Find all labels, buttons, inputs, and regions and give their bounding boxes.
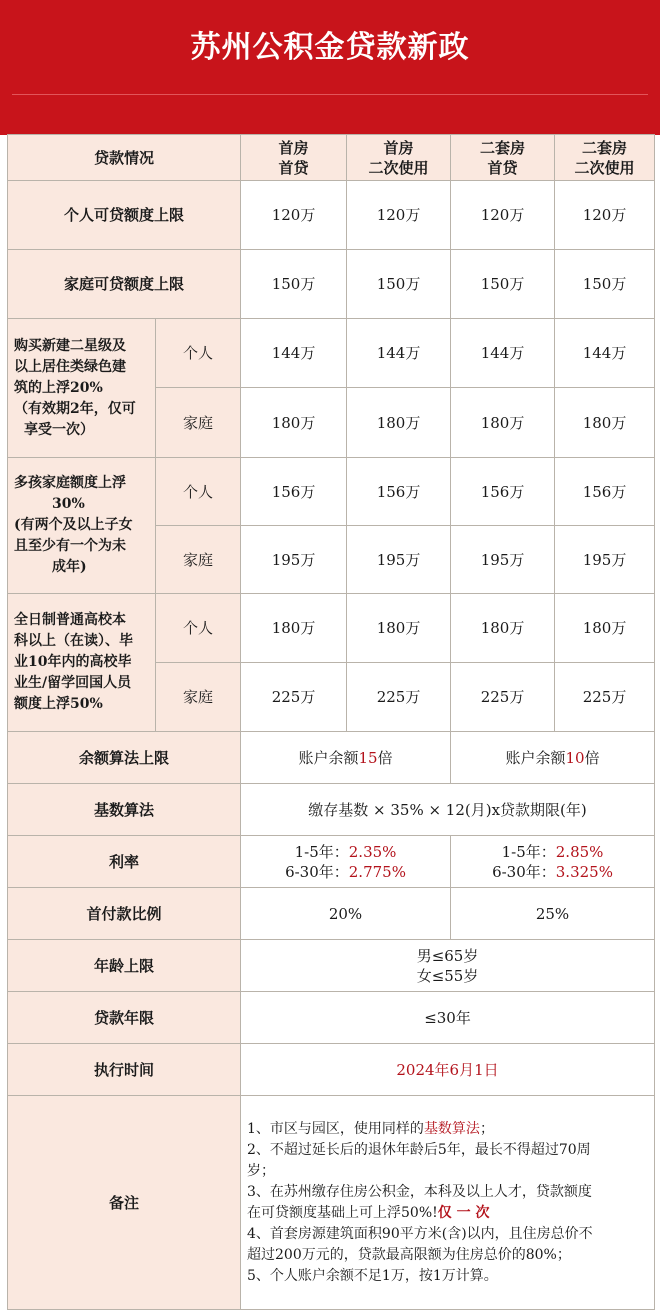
table-cell: 150万 [451, 250, 555, 319]
notes-cell [241, 1096, 655, 1310]
table-cell: 150万 [555, 250, 655, 319]
table-cell: 156万 [451, 458, 555, 526]
rate-term: 6-30年： [492, 862, 556, 881]
table-cell: 180万 [347, 388, 451, 458]
effective-date: 2024年6月1日 [241, 1044, 655, 1096]
table-cell: 195万 [555, 526, 655, 594]
table-cell: 144万 [555, 319, 655, 388]
table-cell: 195万 [347, 526, 451, 594]
row-label-multichild [8, 458, 156, 594]
table-cell: 156万 [555, 458, 655, 526]
row-label: 余额算法上限 [8, 732, 241, 784]
note-2: 2、不超过延长后的退休年龄后5年，最长不得超过70周 [247, 1141, 591, 1158]
header-second-home-second-use [555, 135, 655, 181]
row-label-graduate [8, 594, 156, 732]
row-label: 执行时间 [8, 1044, 241, 1096]
rate-value: 3.325% [555, 862, 613, 881]
label-line: 筑的上浮20% [14, 379, 103, 396]
table-cell: 180万 [451, 388, 555, 458]
table-cell: 180万 [241, 594, 347, 663]
rate-line [245, 842, 446, 862]
table-cell: 180万 [347, 594, 451, 663]
policy-table-wrapper [7, 134, 654, 1309]
row-label: 家庭可贷额度上限 [8, 250, 241, 319]
table-row [8, 888, 655, 940]
balance-suffix: 倍 [377, 748, 393, 767]
header-first-home-second-use [347, 135, 451, 181]
table-row [8, 784, 655, 836]
rate-value: 2.85% [555, 842, 604, 861]
note-1 [247, 1119, 648, 1140]
rate-line [455, 842, 650, 862]
balance-first-home [241, 732, 451, 784]
table-cell: 120万 [555, 181, 655, 250]
rate-second-home [451, 836, 655, 888]
table-cell: 144万 [241, 319, 347, 388]
row-label: 首付款比例 [8, 888, 241, 940]
balance-multiplier: 10 [565, 748, 585, 767]
label-line: 以上居住类绿色建 [14, 358, 126, 375]
rate-value: 2.35% [348, 842, 397, 861]
rate-first-home [241, 836, 451, 888]
rate-value: 2.775% [348, 862, 406, 881]
header-line: 二套房 [582, 138, 628, 157]
note-2-cont: 岁； [247, 1162, 276, 1179]
table-cell: 195万 [241, 526, 347, 594]
note-text: 在可贷额度基础上可上浮50%! [247, 1204, 438, 1221]
header-line: 首房 [278, 138, 309, 157]
table-cell: 195万 [451, 526, 555, 594]
sub-label-family: 家庭 [156, 388, 241, 458]
header-first-home-first-loan [241, 135, 347, 181]
table-row [8, 940, 655, 992]
label-line: 购买新建二星级及 [14, 337, 126, 354]
down-payment-second: 25% [451, 888, 655, 940]
table-row [8, 1096, 655, 1310]
age-female: 女≤55岁 [416, 966, 479, 985]
table-cell: 144万 [451, 319, 555, 388]
row-label: 备注 [8, 1096, 241, 1310]
table-cell: 225万 [555, 663, 655, 732]
header-line: 二套房 [480, 138, 526, 157]
table-row [8, 1044, 655, 1096]
header-loan-situation: 贷款情况 [8, 135, 241, 181]
row-label: 年龄上限 [8, 940, 241, 992]
label-line: 成年) [52, 559, 87, 575]
table-row [8, 992, 655, 1044]
table-row [8, 181, 655, 250]
table-cell: 225万 [347, 663, 451, 732]
row-label: 基数算法 [8, 784, 241, 836]
label-line: 全日制普通高校本 [14, 612, 126, 628]
header-line: 二次使用 [574, 158, 635, 177]
label-line: 多孩家庭额度上浮 [14, 475, 126, 491]
table-row [8, 836, 655, 888]
balance-prefix: 账户余额 [505, 748, 566, 767]
table-row [8, 250, 655, 319]
balance-second-home [451, 732, 655, 784]
down-payment-first: 20% [241, 888, 451, 940]
table-row [8, 319, 655, 388]
table-cell: 150万 [241, 250, 347, 319]
table-cell: 180万 [451, 594, 555, 663]
table-row [8, 594, 655, 663]
table-cell: 120万 [451, 181, 555, 250]
table-cell: 156万 [347, 458, 451, 526]
header-line: 首贷 [278, 158, 309, 177]
table-cell: 180万 [555, 388, 655, 458]
note-text: 1、市区与园区，使用同样的 [247, 1120, 424, 1137]
table-cell: 120万 [241, 181, 347, 250]
label-line: 且至少有一个为未 [14, 538, 126, 554]
table-cell: 180万 [241, 388, 347, 458]
header-line: 首贷 [487, 158, 518, 177]
header-line: 首房 [383, 138, 414, 157]
rate-line [455, 862, 650, 882]
sub-label-family: 家庭 [156, 526, 241, 594]
table-cell: 225万 [451, 663, 555, 732]
age-male: 男≤65岁 [416, 946, 479, 965]
table-cell: 180万 [555, 594, 655, 663]
header-line: 二次使用 [368, 158, 429, 177]
note-4: 4、首套房源建筑面积90平方米(含)以内，且住房总价不 [247, 1225, 593, 1242]
note-highlight: 基数算法 [423, 1120, 480, 1137]
sub-label-personal: 个人 [156, 319, 241, 388]
table-row [8, 458, 655, 526]
note-5: 5、个人账户余额不足1万，按1万计算。 [247, 1267, 498, 1284]
note-3: 3、在苏州缴存住房公积金，本科及以上人才，贷款额度 [247, 1183, 592, 1200]
policy-table [7, 134, 655, 1310]
balance-suffix: 倍 [584, 748, 600, 767]
table-cell: 120万 [347, 181, 451, 250]
header-second-home-first-loan [451, 135, 555, 181]
base-formula: 缴存基数 × 35% × 12(月)x贷款期限(年) [241, 784, 655, 836]
table-cell: 225万 [241, 663, 347, 732]
label-line: （有效期2年，仅可 [14, 400, 136, 417]
table-cell: 150万 [347, 250, 451, 319]
row-label: 个人可贷额度上限 [8, 181, 241, 250]
rate-term: 1-5年： [501, 842, 556, 861]
sub-label-personal: 个人 [156, 594, 241, 663]
label-line: 科以上（在读）、毕 [14, 633, 133, 649]
rate-line [245, 862, 446, 882]
age-limit [241, 940, 655, 992]
sub-label-personal: 个人 [156, 458, 241, 526]
rate-term: 6-30年： [285, 862, 349, 881]
page-title: 苏州公积金贷款新政 [190, 30, 470, 65]
row-label: 利率 [8, 836, 241, 888]
rate-term: 1-5年： [294, 842, 349, 861]
table-cell: 144万 [347, 319, 451, 388]
label-line: 业生/留学回国人员 [14, 675, 132, 691]
table-cell: 156万 [241, 458, 347, 526]
label-line: 享受一次） [24, 421, 94, 438]
label-line: 业10年内的高校毕 [14, 654, 132, 670]
banner-divider [12, 94, 648, 95]
note-highlight: 仅 一 次 [437, 1204, 490, 1221]
note-text: ； [479, 1120, 494, 1137]
table-row [8, 732, 655, 784]
loan-term: ≤30年 [241, 992, 655, 1044]
balance-multiplier: 15 [358, 748, 378, 767]
label-line: 额度上浮50% [14, 696, 103, 712]
label-line: (有两个及以上子女 [14, 517, 133, 533]
table-header-row [8, 135, 655, 181]
note-4-cont: 超过200万元的，贷款最高限额为住房总价的80%； [247, 1246, 571, 1263]
label-line: 30% [52, 496, 85, 512]
row-label: 贷款年限 [8, 992, 241, 1044]
balance-prefix: 账户余额 [298, 748, 359, 767]
row-label-green-building [8, 319, 156, 458]
sub-label-family: 家庭 [156, 663, 241, 732]
note-3-cont [247, 1203, 648, 1224]
title-banner [0, 0, 660, 135]
